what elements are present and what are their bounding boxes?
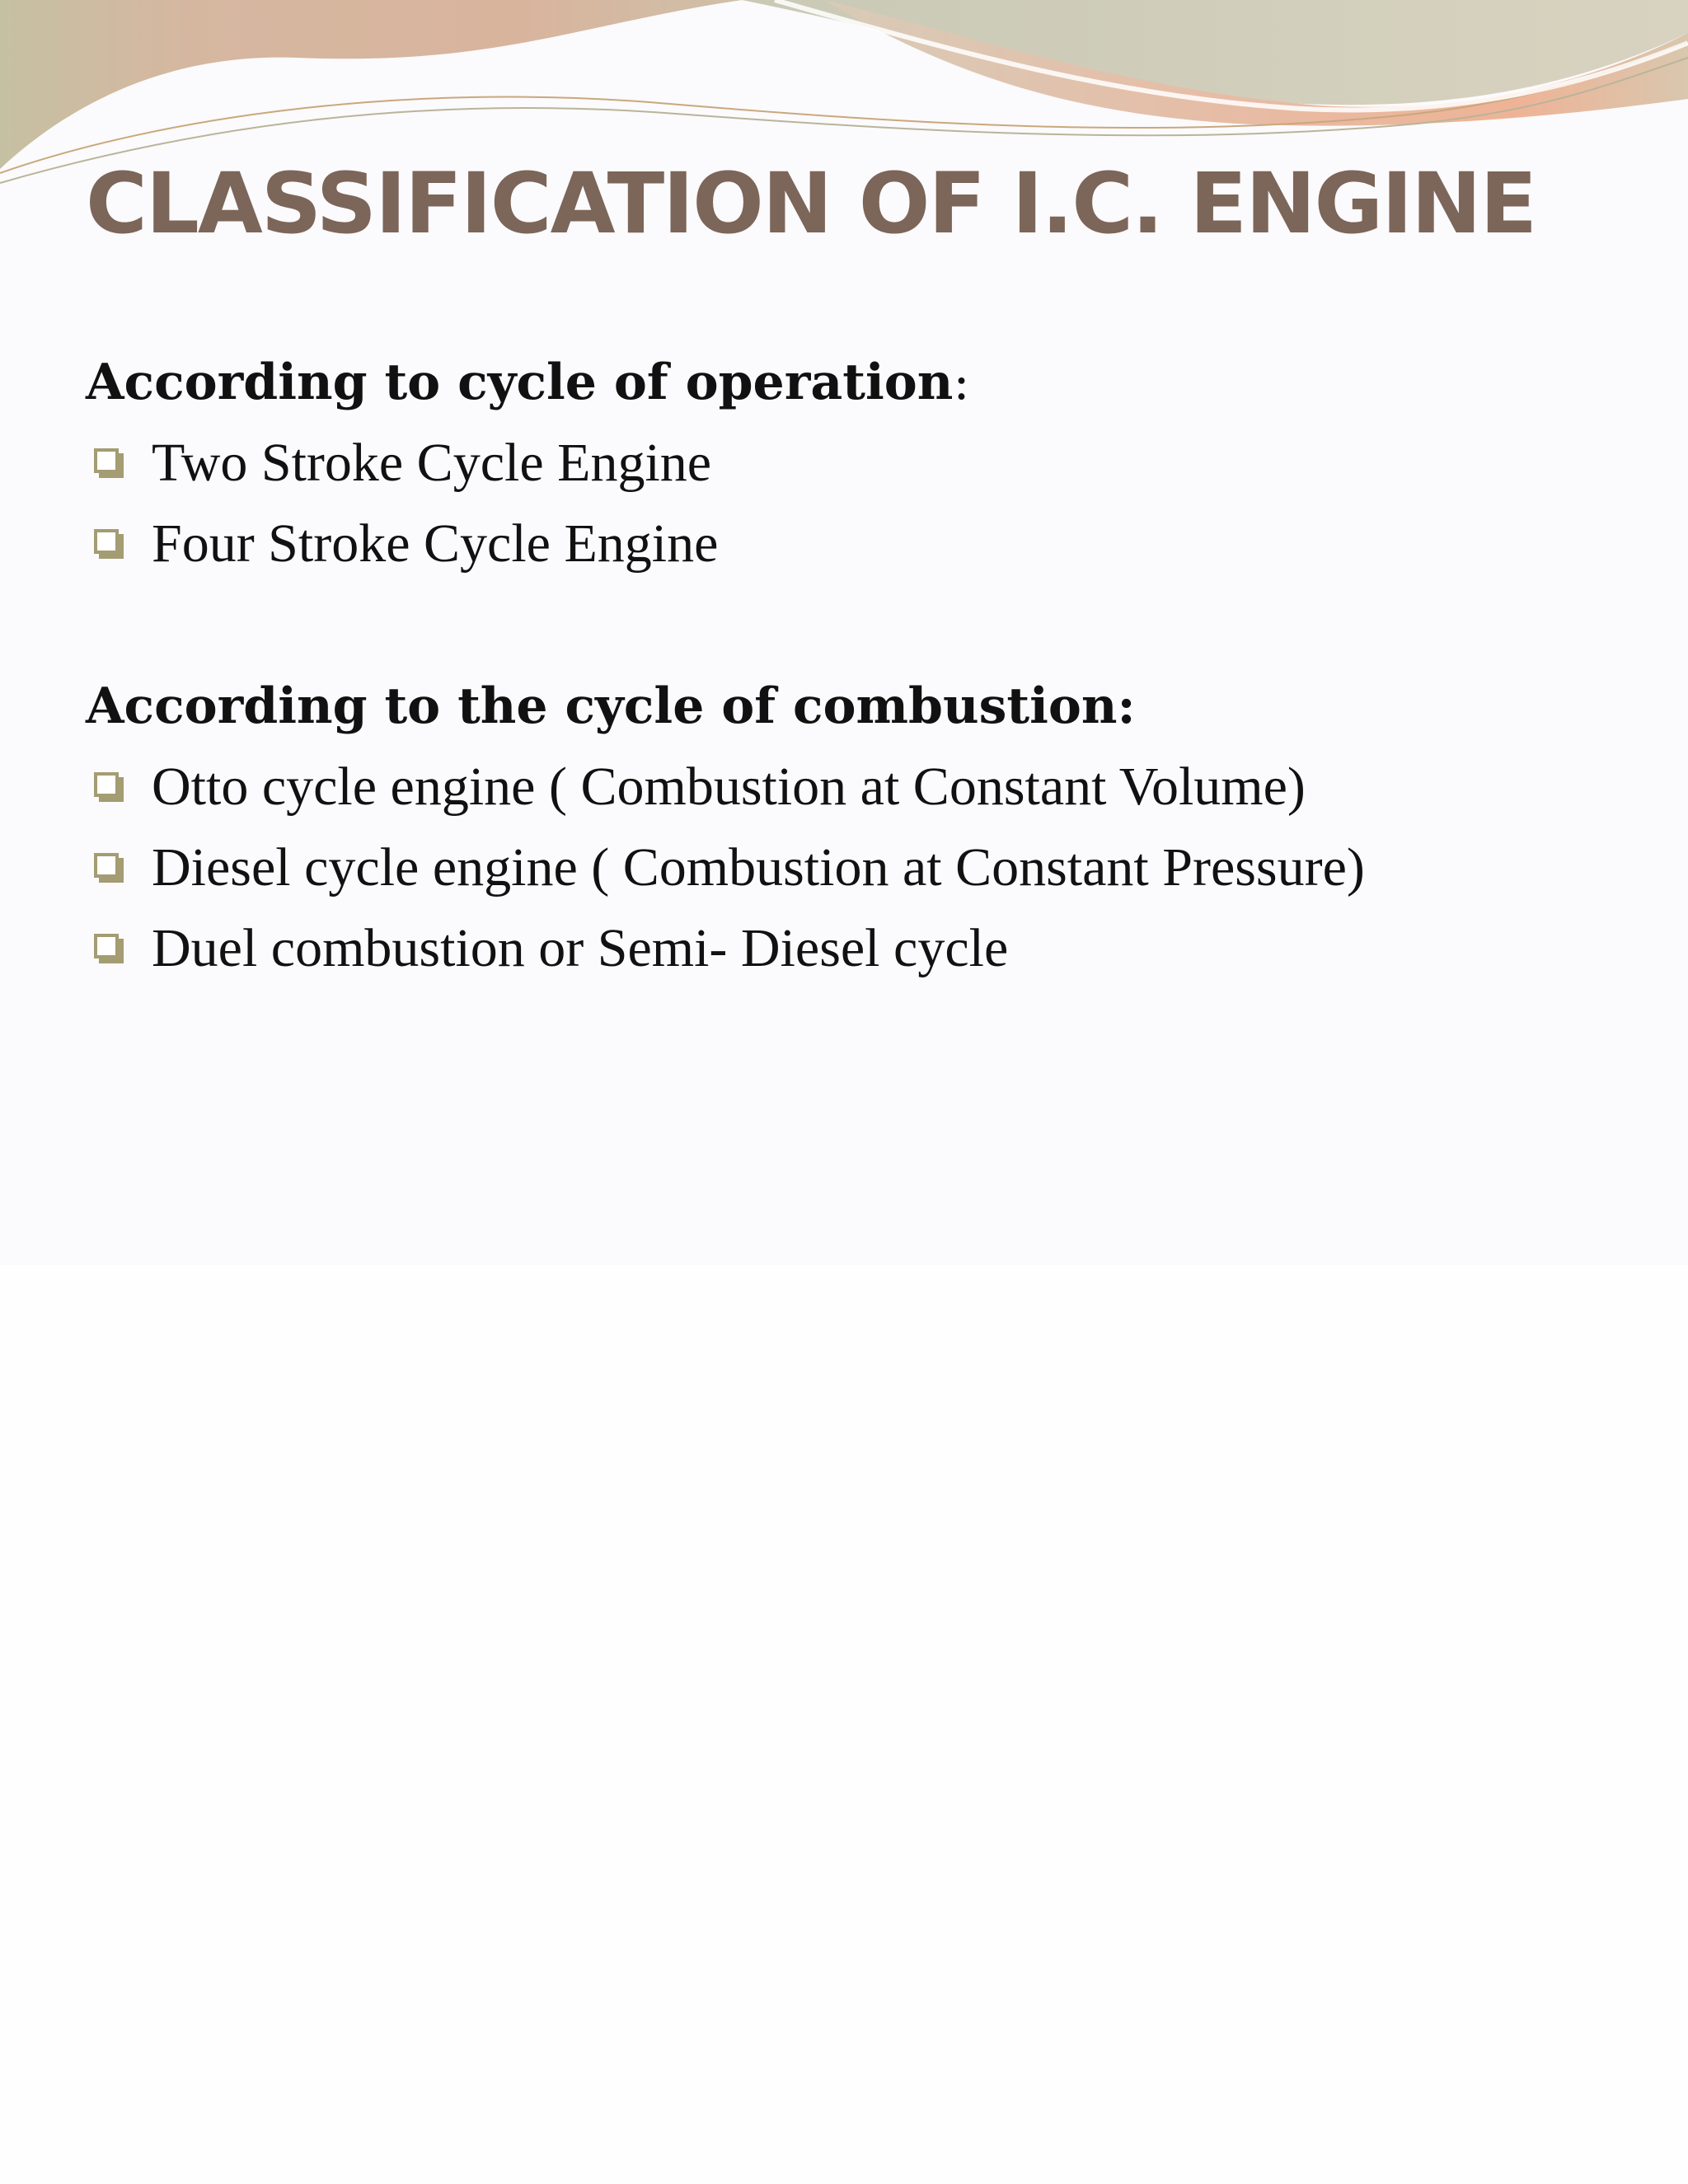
section-heading: According to the cycle of combustion: <box>86 677 1136 735</box>
bullet-list <box>86 423 1652 584</box>
section-heading-colon: : <box>953 354 970 411</box>
section-heading-text: According to cycle of operation <box>86 354 954 411</box>
list-item-text: Duel combustion or Semi- Diesel cycle <box>152 918 1009 978</box>
list-item <box>86 827 1652 908</box>
list-item <box>86 747 1652 827</box>
section-cycle-of-operation <box>86 342 1652 584</box>
list-item <box>86 504 1652 584</box>
checkbox-bullet-icon <box>94 529 119 554</box>
bullet-list <box>86 747 1652 989</box>
section-heading <box>86 342 1652 423</box>
list-item-text: Two Stroke Cycle Engine <box>152 433 712 493</box>
list-item <box>86 908 1652 989</box>
section-cycle-of-combustion <box>86 666 1652 989</box>
checkbox-bullet-icon <box>94 934 119 958</box>
list-item-text: Diesel cycle engine ( Combustion at Constant Pressure) <box>152 837 1365 898</box>
checkbox-bullet-icon <box>94 772 119 797</box>
checkbox-bullet-icon <box>94 448 119 473</box>
checkbox-bullet-icon <box>94 853 119 878</box>
list-item <box>86 423 1652 504</box>
list-item-text: Otto cycle engine ( Combustion at Constant Volume) <box>152 757 1306 817</box>
list-item-text: Four Stroke Cycle Engine <box>152 513 719 574</box>
slide-title: CLASSIFICATION OF I.C. ENGINE <box>86 155 1536 253</box>
